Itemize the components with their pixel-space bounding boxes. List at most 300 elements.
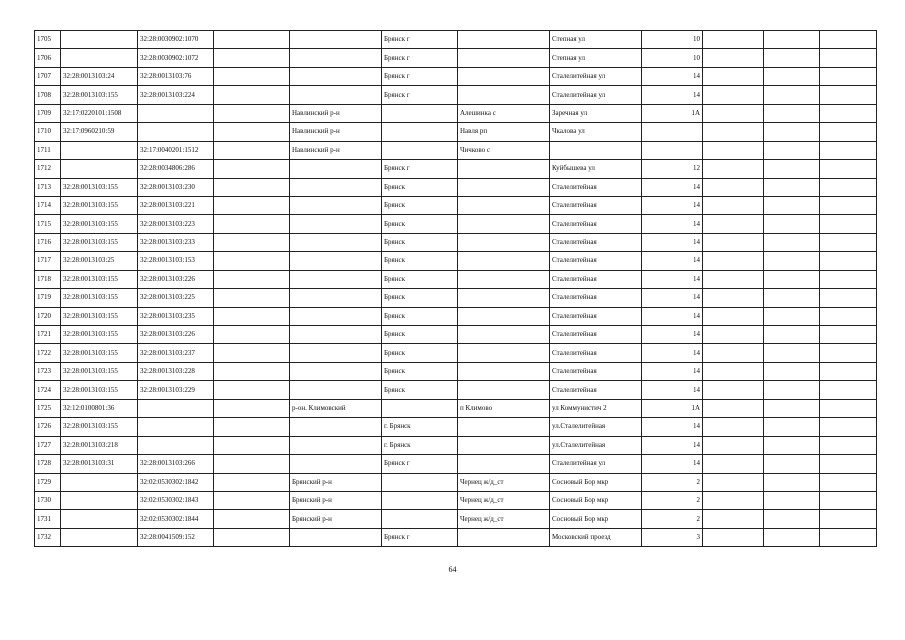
city-cell: Брянск [382, 381, 458, 399]
settlement-cell [458, 436, 550, 454]
empty-cell [703, 123, 764, 141]
empty-cell [703, 326, 764, 344]
table-row [35, 196, 877, 214]
city-cell: Брянск г [382, 67, 458, 85]
empty-cell [820, 436, 877, 454]
empty-cell [820, 196, 877, 214]
table-row [35, 473, 877, 491]
empty-cell [820, 233, 877, 251]
settlement-cell [458, 178, 550, 196]
cadastral-number: 32:28:0013103:221 [138, 196, 214, 214]
cadastral-number: 32:28:0013103:235 [138, 307, 214, 325]
district-cell [290, 67, 382, 85]
street-cell: Сталелитейная [550, 307, 642, 325]
empty-cell [703, 491, 764, 509]
cadastral-number-old: 32:28:0013103:155 [61, 289, 138, 307]
street-cell: Сталелитейная [550, 362, 642, 380]
settlement-cell: Чичково с [458, 141, 550, 159]
row-number: 1713 [35, 178, 61, 196]
empty-cell [703, 270, 764, 288]
settlement-cell: Чернец ж/д_ст [458, 491, 550, 509]
empty-cell [764, 49, 820, 67]
row-number: 1711 [35, 141, 61, 159]
cadastral-number [138, 436, 214, 454]
street-cell: Степная ул [550, 31, 642, 49]
district-cell: р-он. Климовский [290, 399, 382, 417]
district-cell [290, 215, 382, 233]
city-cell: Брянск г [382, 455, 458, 473]
empty-cell [820, 270, 877, 288]
empty-cell [764, 104, 820, 122]
street-cell: Сталелитейная [550, 233, 642, 251]
empty-cell [820, 455, 877, 473]
empty-cell [703, 104, 764, 122]
district-cell [290, 362, 382, 380]
empty-cell [820, 67, 877, 85]
house-number: 10 [642, 49, 703, 67]
settlement-cell [458, 418, 550, 436]
house-number: 14 [642, 326, 703, 344]
district-cell [290, 418, 382, 436]
empty-cell [764, 196, 820, 214]
house-number: 14 [642, 178, 703, 196]
cadastral-number-old: 32:28:0013103:155 [61, 196, 138, 214]
empty-cell [214, 307, 290, 325]
empty-cell [214, 196, 290, 214]
empty-cell [703, 307, 764, 325]
settlement-cell [458, 233, 550, 251]
empty-cell [214, 528, 290, 546]
table-row [35, 67, 877, 85]
row-number: 1705 [35, 31, 61, 49]
empty-cell [764, 436, 820, 454]
empty-cell [820, 399, 877, 417]
cadastral-number: 32:28:0030902:1072 [138, 49, 214, 67]
street-cell: Сталелитейная [550, 381, 642, 399]
street-cell: Сталелитейная ул [550, 86, 642, 104]
settlement-cell [458, 252, 550, 270]
empty-cell [214, 510, 290, 528]
cadastral-number-old [61, 528, 138, 546]
empty-cell [214, 436, 290, 454]
cadastral-number-old [61, 160, 138, 178]
cadastral-number: 32:28:0034806:286 [138, 160, 214, 178]
empty-cell [703, 289, 764, 307]
row-number: 1724 [35, 381, 61, 399]
street-cell: Сталелитейная [550, 215, 642, 233]
city-cell [382, 399, 458, 417]
city-cell: Брянск [382, 178, 458, 196]
empty-cell [764, 178, 820, 196]
table-row [35, 326, 877, 344]
row-number: 1706 [35, 49, 61, 67]
row-number: 1730 [35, 491, 61, 509]
settlement-cell [458, 49, 550, 67]
empty-cell [214, 418, 290, 436]
district-cell [290, 160, 382, 178]
table-row [35, 381, 877, 399]
cadastral-number-old [61, 31, 138, 49]
district-cell: Брянский р-н [290, 510, 382, 528]
empty-cell [764, 86, 820, 104]
city-cell: Брянск г [382, 528, 458, 546]
empty-cell [820, 252, 877, 270]
house-number: 14 [642, 233, 703, 251]
cadastral-number-old: 32:28:0013103:155 [61, 418, 138, 436]
table-row [35, 252, 877, 270]
district-cell: Навлинский р-н [290, 104, 382, 122]
house-number: 14 [642, 418, 703, 436]
empty-cell [214, 160, 290, 178]
empty-cell [820, 473, 877, 491]
empty-cell [214, 178, 290, 196]
cadastral-number-old: 32:28:0013103:155 [61, 362, 138, 380]
empty-cell [214, 381, 290, 399]
table-row [35, 49, 877, 67]
cadastral-number: 32:28:0013103:266 [138, 455, 214, 473]
house-number: 12 [642, 160, 703, 178]
house-number: 14 [642, 455, 703, 473]
cadastral-number-old: 32:28:0013103:155 [61, 215, 138, 233]
empty-cell [214, 362, 290, 380]
street-cell: Московский проезд [550, 528, 642, 546]
empty-cell [703, 252, 764, 270]
table-row [35, 233, 877, 251]
empty-cell [703, 86, 764, 104]
empty-cell [820, 326, 877, 344]
district-cell [290, 381, 382, 399]
empty-cell [214, 270, 290, 288]
table-row [35, 362, 877, 380]
cadastral-number-old: 32:17:0960210:59 [61, 123, 138, 141]
house-number: 1А [642, 104, 703, 122]
row-number: 1725 [35, 399, 61, 417]
row-number: 1720 [35, 307, 61, 325]
city-cell: Брянск [382, 344, 458, 362]
table-row [35, 344, 877, 362]
empty-cell [703, 399, 764, 417]
empty-cell [820, 215, 877, 233]
street-cell: Сосновый Бор мкр [550, 491, 642, 509]
empty-cell [214, 326, 290, 344]
street-cell: Сталелитейная [550, 344, 642, 362]
cadastral-number-old: 32:28:0013103:218 [61, 436, 138, 454]
street-cell: Чкалова ул [550, 123, 642, 141]
city-cell: г. Брянск [382, 436, 458, 454]
cadastral-number-old [61, 141, 138, 159]
house-number: 14 [642, 215, 703, 233]
district-cell [290, 49, 382, 67]
street-cell: ул.Сталелитейная [550, 436, 642, 454]
empty-cell [214, 455, 290, 473]
empty-cell [214, 31, 290, 49]
settlement-cell [458, 455, 550, 473]
cadastral-number [138, 123, 214, 141]
row-number: 1719 [35, 289, 61, 307]
settlement-cell [458, 289, 550, 307]
empty-cell [820, 344, 877, 362]
empty-cell [703, 473, 764, 491]
row-number: 1715 [35, 215, 61, 233]
table-row [35, 104, 877, 122]
cadastral-number-old: 32:28:0013103:31 [61, 455, 138, 473]
house-number: 2 [642, 510, 703, 528]
district-cell [290, 326, 382, 344]
street-cell: ул.Сталелитейная [550, 418, 642, 436]
district-cell [290, 270, 382, 288]
row-number: 1723 [35, 362, 61, 380]
empty-cell [764, 215, 820, 233]
cadastral-number: 32:28:0013103:237 [138, 344, 214, 362]
empty-cell [820, 289, 877, 307]
empty-cell [703, 436, 764, 454]
row-number: 1707 [35, 67, 61, 85]
table-row [35, 123, 877, 141]
cadastral-number: 32:28:0013103:76 [138, 67, 214, 85]
house-number: 14 [642, 196, 703, 214]
row-number: 1709 [35, 104, 61, 122]
empty-cell [820, 362, 877, 380]
street-cell: Сосновый Бор мкр [550, 510, 642, 528]
house-number: 14 [642, 67, 703, 85]
city-cell: Брянск [382, 196, 458, 214]
street-cell: Сталелитейная [550, 178, 642, 196]
city-cell: Брянск г [382, 86, 458, 104]
street-cell: Сталелитейная [550, 326, 642, 344]
empty-cell [214, 399, 290, 417]
table-row [35, 399, 877, 417]
district-cell [290, 436, 382, 454]
house-number: 14 [642, 252, 703, 270]
cadastral-number-old [61, 510, 138, 528]
district-cell: Навлинский р-н [290, 141, 382, 159]
row-number: 1714 [35, 196, 61, 214]
empty-cell [820, 528, 877, 546]
settlement-cell [458, 215, 550, 233]
city-cell: Брянск [382, 362, 458, 380]
city-cell: Брянск [382, 270, 458, 288]
settlement-cell [458, 381, 550, 399]
district-cell [290, 196, 382, 214]
cadastral-number-old: 32:28:0013103:155 [61, 344, 138, 362]
empty-cell [214, 252, 290, 270]
cadastral-number-old: 32:28:0013103:24 [61, 67, 138, 85]
settlement-cell [458, 362, 550, 380]
empty-cell [820, 510, 877, 528]
empty-cell [703, 455, 764, 473]
district-cell: Брянский р-н [290, 491, 382, 509]
empty-cell [703, 233, 764, 251]
cadastral-number: 32:28:0013103:230 [138, 178, 214, 196]
settlement-cell: Чернец ж/д_ст [458, 473, 550, 491]
row-number: 1721 [35, 326, 61, 344]
district-cell: Навлинский р-н [290, 123, 382, 141]
empty-cell [214, 104, 290, 122]
table-row [35, 141, 877, 159]
empty-cell [214, 141, 290, 159]
empty-cell [703, 528, 764, 546]
cadastral-number [138, 418, 214, 436]
cadastral-number-old: 32:28:0013103:155 [61, 307, 138, 325]
cadastral-number-old: 32:12:0100801:36 [61, 399, 138, 417]
row-number: 1708 [35, 86, 61, 104]
empty-cell [764, 455, 820, 473]
settlement-cell: Навля рп [458, 123, 550, 141]
register-table [34, 30, 877, 547]
district-cell [290, 233, 382, 251]
street-cell: Сталелитейная [550, 252, 642, 270]
house-number: 14 [642, 307, 703, 325]
row-number: 1722 [35, 344, 61, 362]
empty-cell [764, 528, 820, 546]
district-cell [290, 86, 382, 104]
row-number: 1712 [35, 160, 61, 178]
empty-cell [820, 49, 877, 67]
empty-cell [214, 67, 290, 85]
cadastral-number-old: 32:28:0013103:155 [61, 381, 138, 399]
house-number: 14 [642, 270, 703, 288]
row-number: 1727 [35, 436, 61, 454]
empty-cell [703, 510, 764, 528]
house-number: 14 [642, 289, 703, 307]
settlement-cell [458, 86, 550, 104]
empty-cell [820, 491, 877, 509]
cadastral-number-old: 32:28:0013103:155 [61, 178, 138, 196]
city-cell [382, 141, 458, 159]
city-cell: Брянск [382, 326, 458, 344]
empty-cell [703, 178, 764, 196]
empty-cell [214, 49, 290, 67]
settlement-cell [458, 307, 550, 325]
settlement-cell: Алешинка с [458, 104, 550, 122]
empty-cell [764, 233, 820, 251]
empty-cell [764, 381, 820, 399]
cadastral-number-old: 32:28:0013103:155 [61, 233, 138, 251]
cadastral-number: 32:28:0013103:226 [138, 270, 214, 288]
city-cell [382, 510, 458, 528]
empty-cell [820, 381, 877, 399]
cadastral-number: 32:28:0013103:153 [138, 252, 214, 270]
city-cell [382, 473, 458, 491]
street-cell [550, 141, 642, 159]
empty-cell [764, 491, 820, 509]
empty-cell [820, 86, 877, 104]
empty-cell [820, 31, 877, 49]
empty-cell [820, 104, 877, 122]
table-row [35, 491, 877, 509]
settlement-cell: п Климово [458, 399, 550, 417]
empty-cell [820, 178, 877, 196]
empty-cell [764, 362, 820, 380]
table-row [35, 510, 877, 528]
table-row [35, 307, 877, 325]
district-cell [290, 307, 382, 325]
empty-cell [820, 418, 877, 436]
house-number: 2 [642, 473, 703, 491]
empty-cell [764, 510, 820, 528]
cadastral-number-old [61, 491, 138, 509]
city-cell: Брянск [382, 215, 458, 233]
cadastral-number-old: 32:28:0013103:155 [61, 86, 138, 104]
table-row [35, 31, 877, 49]
city-cell: Брянск г [382, 49, 458, 67]
page-number: 64 [448, 565, 457, 574]
district-cell [290, 344, 382, 362]
cadastral-number: 32:28:0041509:152 [138, 528, 214, 546]
cadastral-number: 32:28:0013103:225 [138, 289, 214, 307]
table-row [35, 178, 877, 196]
cadastral-number: 32:28:0013103:228 [138, 362, 214, 380]
row-number: 1716 [35, 233, 61, 251]
empty-cell [764, 418, 820, 436]
cadastral-number-old: 32:17:0220101:1508 [61, 104, 138, 122]
city-cell [382, 104, 458, 122]
street-cell: Сталелитейная ул [550, 455, 642, 473]
cadastral-number: 32:28:0013103:226 [138, 326, 214, 344]
empty-cell [764, 141, 820, 159]
street-cell: Куйбышева ул [550, 160, 642, 178]
house-number: 14 [642, 381, 703, 399]
empty-cell [214, 123, 290, 141]
cadastral-number: 32:28:0013103:233 [138, 233, 214, 251]
empty-cell [764, 307, 820, 325]
empty-cell [703, 49, 764, 67]
district-cell [290, 528, 382, 546]
empty-cell [820, 123, 877, 141]
district-cell [290, 31, 382, 49]
district-cell [290, 178, 382, 196]
table-row [35, 418, 877, 436]
row-number: 1728 [35, 455, 61, 473]
empty-cell [764, 399, 820, 417]
row-number: 1729 [35, 473, 61, 491]
house-number: 14 [642, 344, 703, 362]
empty-cell [214, 215, 290, 233]
city-cell [382, 123, 458, 141]
street-cell: Степная ул [550, 49, 642, 67]
empty-cell [703, 362, 764, 380]
empty-cell [703, 31, 764, 49]
settlement-cell [458, 270, 550, 288]
cadastral-number [138, 104, 214, 122]
empty-cell [703, 196, 764, 214]
district-cell [290, 289, 382, 307]
empty-cell [764, 160, 820, 178]
empty-cell [764, 31, 820, 49]
cadastral-number: 32:28:0030902:1070 [138, 31, 214, 49]
cadastral-number-old: 32:28:0013103:155 [61, 270, 138, 288]
empty-cell [214, 491, 290, 509]
row-number: 1732 [35, 528, 61, 546]
row-number: 1710 [35, 123, 61, 141]
cadastral-number-old [61, 473, 138, 491]
house-number: 14 [642, 436, 703, 454]
empty-cell [214, 233, 290, 251]
city-cell: Брянск [382, 307, 458, 325]
cadastral-number: 32:02:0530302:1844 [138, 510, 214, 528]
cadastral-number: 32:02:0530302:1843 [138, 491, 214, 509]
empty-cell [214, 473, 290, 491]
empty-cell [764, 473, 820, 491]
settlement-cell [458, 160, 550, 178]
city-cell: Брянск [382, 252, 458, 270]
house-number: 14 [642, 86, 703, 104]
city-cell: г. Брянск [382, 418, 458, 436]
cadastral-number: 32:17:0040201:1512 [138, 141, 214, 159]
table-row [35, 160, 877, 178]
settlement-cell [458, 528, 550, 546]
street-cell: Сосновый Бор мкр [550, 473, 642, 491]
